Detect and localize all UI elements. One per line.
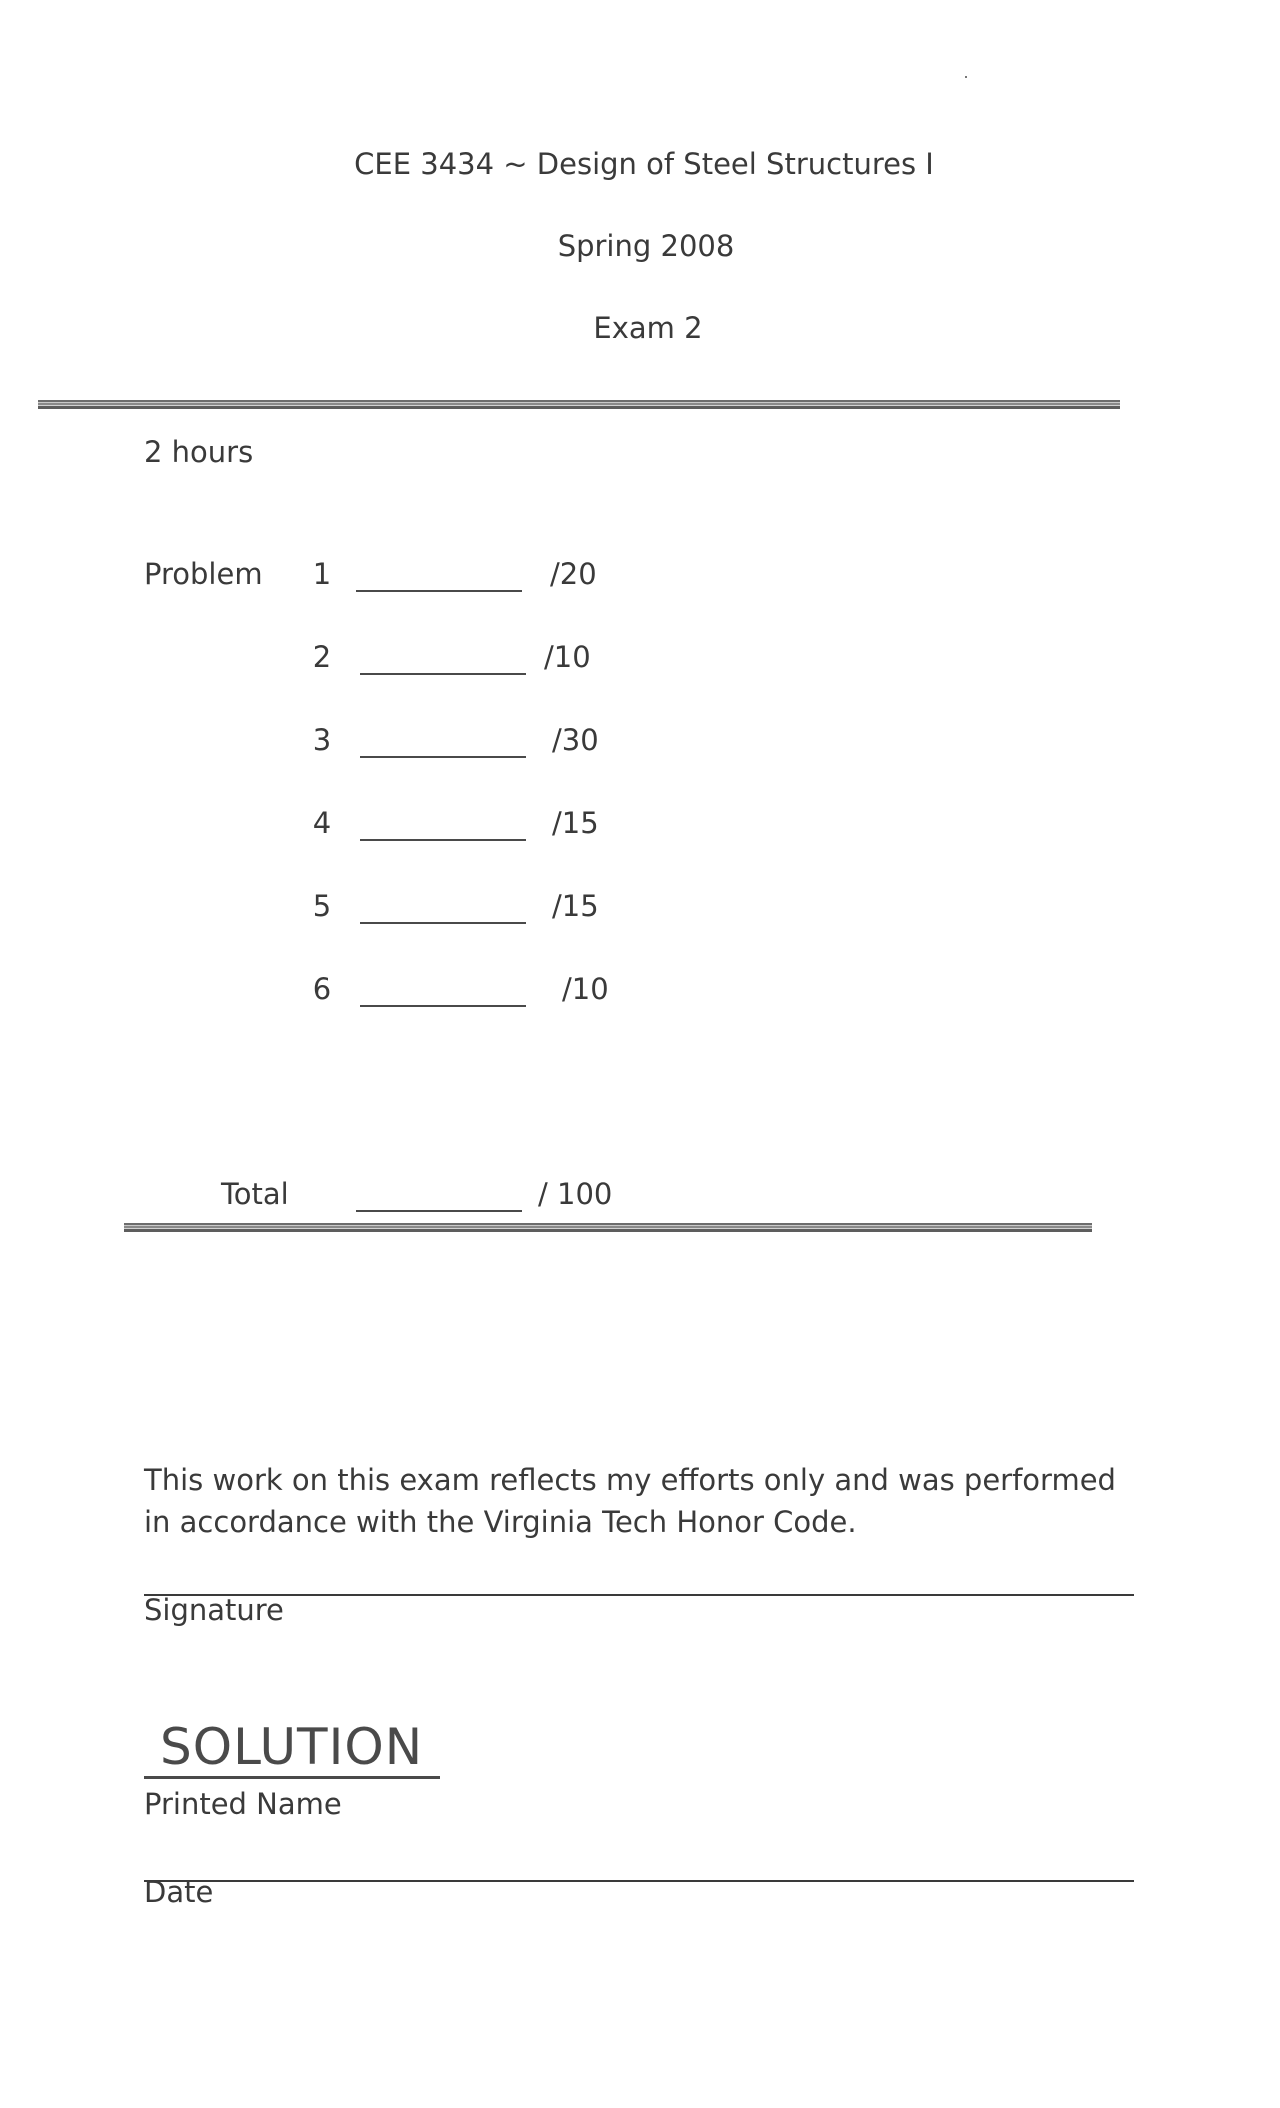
max-points: /15 <box>552 889 599 923</box>
problem-column-label: Problem <box>144 557 263 591</box>
max-points: /15 <box>552 806 599 840</box>
printed-name-value: SOLUTION <box>160 1718 424 1776</box>
exam-number: Exam 2 <box>593 311 703 345</box>
problem-number: 4 <box>312 806 332 840</box>
max-points: /30 <box>552 723 599 757</box>
max-points: /20 <box>550 557 597 591</box>
score-blank[interactable] <box>360 839 526 841</box>
total-label: Total <box>221 1177 289 1211</box>
score-blank[interactable] <box>360 1005 526 1007</box>
honor-statement: This work on this exam reflects my efforts only and was performed in accordance with the Virginia Tech Honor Code. <box>144 1463 1116 1539</box>
score-blank[interactable] <box>360 922 526 924</box>
score-blank[interactable] <box>356 590 522 592</box>
problem-number: 3 <box>312 723 332 757</box>
total-divider <box>124 1223 1092 1232</box>
printed-name-label: Printed Name <box>144 1787 342 1821</box>
score-blank[interactable] <box>360 756 526 758</box>
signature-line[interactable] <box>144 1594 1134 1596</box>
total-max-points: / 100 <box>538 1177 613 1211</box>
total-score-blank[interactable] <box>356 1210 522 1212</box>
max-points: /10 <box>544 640 591 674</box>
signature-label: Signature <box>144 1593 284 1627</box>
exam-term: Spring 2008 <box>557 229 735 263</box>
problem-number: 6 <box>312 972 332 1006</box>
problem-number: 2 <box>312 640 332 674</box>
exam-duration: 2 hours <box>144 435 254 469</box>
problem-number: 1 <box>312 557 332 591</box>
date-line[interactable] <box>144 1880 1134 1882</box>
score-blank[interactable] <box>360 673 526 675</box>
date-label: Date <box>144 1875 214 1909</box>
problem-number: 5 <box>312 889 332 923</box>
scan-speck <box>965 76 967 78</box>
header-divider <box>38 400 1120 409</box>
printed-name-line[interactable] <box>144 1776 440 1779</box>
max-points: /10 <box>562 972 609 1006</box>
course-title: CEE 3434 ~ Design of Steel Structures I <box>354 147 934 181</box>
